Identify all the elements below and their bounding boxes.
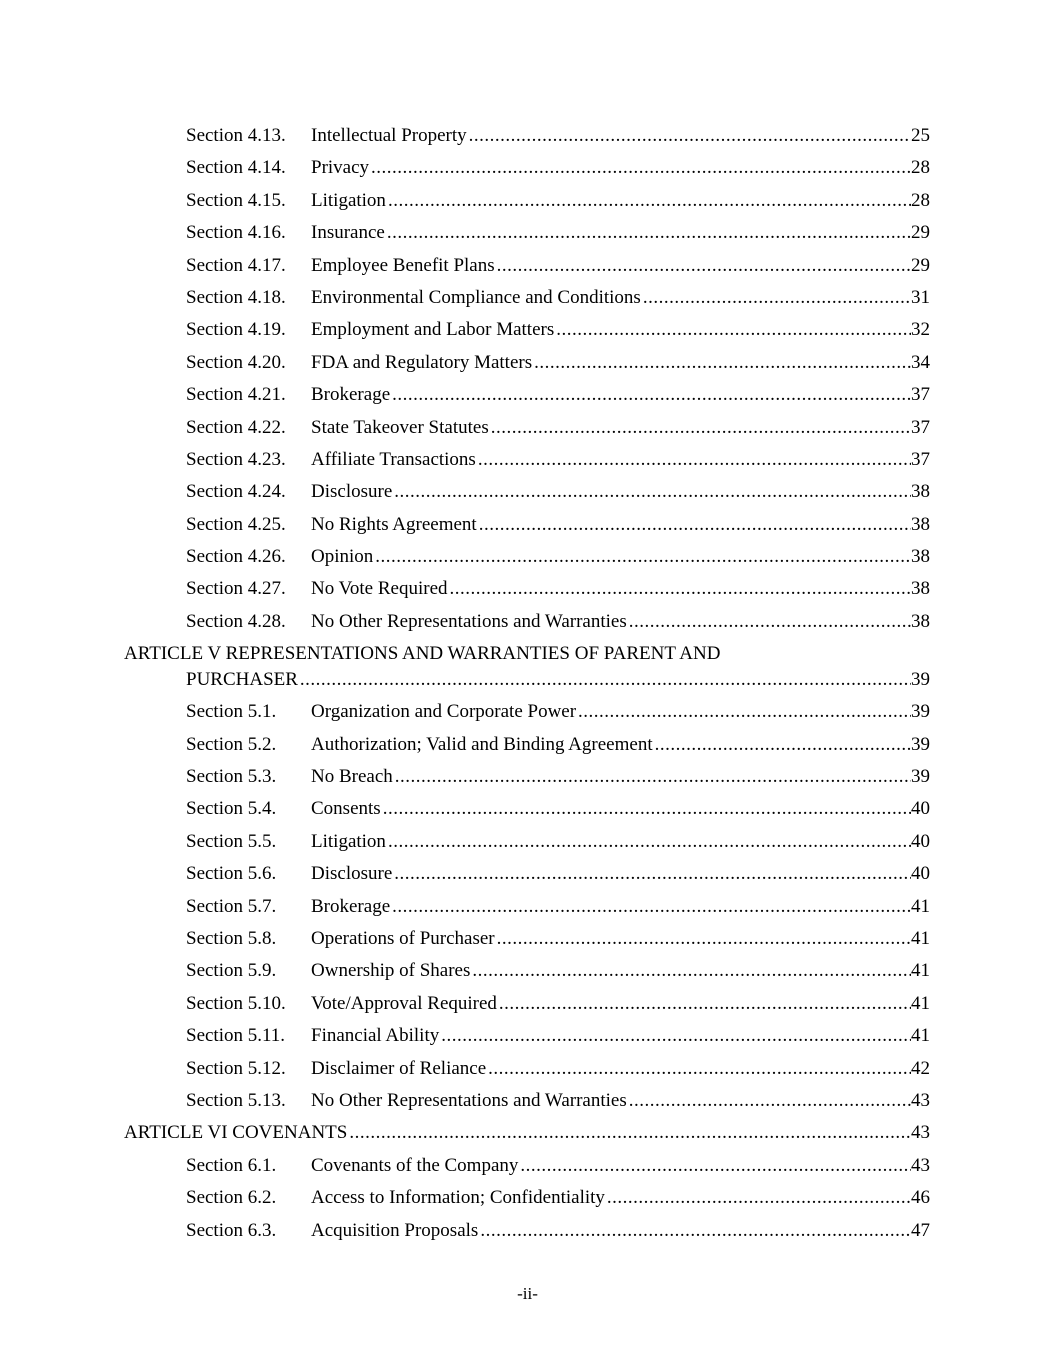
dot-leader [448, 573, 911, 605]
section-page-number: 29 [911, 254, 930, 276]
section-entry [311, 1085, 930, 1117]
toc-entry[interactable] [0, 444, 1055, 476]
section-entry [311, 858, 930, 890]
section-number: Section 5.6. [186, 863, 277, 885]
section-number: Section 4.19. [186, 319, 286, 341]
toc-entry[interactable] [0, 1215, 1055, 1247]
section-number: Section 6.1. [186, 1154, 277, 1176]
section-page-number: 34 [911, 351, 930, 373]
toc-entry[interactable] [0, 696, 1055, 728]
toc-entry[interactable] [0, 476, 1055, 508]
section-page-number: 28 [911, 189, 930, 211]
dot-leader [518, 1150, 911, 1182]
toc-entry[interactable] [0, 185, 1055, 217]
section-page-number: 41 [911, 895, 930, 917]
article-v-title-line2: PURCHASER [186, 664, 298, 696]
dot-leader [392, 858, 911, 890]
section-entry [311, 696, 930, 728]
section-page-number: 46 [911, 1187, 930, 1209]
dot-leader [373, 541, 911, 573]
dot-leader [392, 476, 911, 508]
section-title: Organization and Corporate Power [311, 696, 576, 728]
section-title: Intellectual Property [311, 120, 467, 152]
dot-leader [390, 379, 911, 411]
dot-leader [476, 444, 911, 476]
toc-entry[interactable] [0, 314, 1055, 346]
dot-leader [605, 1182, 911, 1214]
toc-entry[interactable] [0, 1020, 1055, 1052]
section-page-number: 39 [911, 766, 930, 788]
article-v-title-line2-wrap [186, 664, 930, 696]
toc-entry[interactable] [0, 412, 1055, 444]
dot-leader [439, 1020, 911, 1052]
section-page-number: 37 [911, 384, 930, 406]
section-title: Access to Information; Confidentiality [311, 1182, 605, 1214]
toc-entry[interactable] [0, 379, 1055, 411]
section-number: Section 4.26. [186, 546, 286, 568]
section-title: Environmental Compliance and Conditions [311, 282, 641, 314]
dot-leader [627, 606, 911, 638]
toc-entry[interactable] [0, 509, 1055, 541]
section-title: Consents [311, 793, 381, 825]
toc-article-v[interactable] [0, 638, 1055, 696]
section-number: Section 5.11. [186, 1025, 286, 1047]
section-entry [311, 217, 930, 249]
section-number: Section 5.3. [186, 766, 277, 788]
section-number: Section 5.9. [186, 960, 277, 982]
section-number: Section 4.16. [186, 222, 286, 244]
page-number-footer: -ii- [517, 1284, 538, 1303]
section-page-number: 39 [911, 733, 930, 755]
dot-leader [641, 282, 911, 314]
toc-entry[interactable] [0, 923, 1055, 955]
section-entry [311, 347, 930, 379]
toc-entry[interactable] [0, 761, 1055, 793]
section-page-number: 37 [911, 416, 930, 438]
section-number: Section 4.23. [186, 448, 286, 470]
section-number: Section 5.13. [186, 1089, 286, 1111]
section-entry [311, 761, 930, 793]
section-entry [311, 476, 930, 508]
section-entry [311, 606, 930, 638]
section-page-number: 31 [911, 286, 930, 308]
section-title: Insurance [311, 217, 385, 249]
section-title: No Vote Required [311, 573, 448, 605]
section-entry [311, 185, 930, 217]
toc-entry[interactable] [0, 217, 1055, 249]
section-number: Section 4.24. [186, 481, 286, 503]
section-entry [311, 412, 930, 444]
toc-entry[interactable] [0, 955, 1055, 987]
section-title: State Takeover Statutes [311, 412, 489, 444]
section-entry [311, 955, 930, 987]
section-number: Section 6.2. [186, 1187, 277, 1209]
toc-entry[interactable] [0, 988, 1055, 1020]
section-number: Section 4.25. [186, 513, 286, 535]
section-entry [311, 1053, 930, 1085]
toc-group-article-iv-sections [0, 120, 1055, 638]
section-entry [311, 1150, 930, 1182]
section-entry [311, 573, 930, 605]
section-page-number: 42 [911, 1057, 930, 1079]
section-title: Privacy [311, 152, 369, 184]
section-number: Section 5.7. [186, 895, 277, 917]
dot-leader [369, 152, 911, 184]
toc-entry[interactable] [0, 1150, 1055, 1182]
section-number: Section 5.4. [186, 798, 277, 820]
section-number: Section 4.14. [186, 157, 286, 179]
section-entry [311, 826, 930, 858]
article-v-title-line1: ARTICLE V REPRESENTATIONS AND WARRANTIES OF PARENT AND [124, 643, 721, 665]
section-title: FDA and Regulatory Matters [311, 347, 532, 379]
section-number: Section 4.18. [186, 286, 286, 308]
toc-entry[interactable] [0, 729, 1055, 761]
toc-group-article-vi-sections [0, 1150, 1055, 1247]
section-number: Section 6.3. [186, 1219, 277, 1241]
toc-entry[interactable] [0, 858, 1055, 890]
dot-leader [495, 923, 911, 955]
dot-leader [653, 729, 911, 761]
toc-entry[interactable] [0, 891, 1055, 923]
section-title: Litigation [311, 826, 386, 858]
dot-leader [532, 347, 911, 379]
article-vi-entry [124, 1117, 930, 1149]
section-page-number: 40 [911, 863, 930, 885]
toc-entry[interactable] [0, 793, 1055, 825]
toc-entry[interactable] [0, 573, 1055, 605]
section-entry [311, 120, 930, 152]
toc-entry[interactable] [0, 826, 1055, 858]
toc-entry[interactable] [0, 541, 1055, 573]
dot-leader [576, 696, 911, 728]
section-title: Brokerage [311, 379, 390, 411]
article-v-page: 39 [911, 669, 930, 691]
section-entry [311, 729, 930, 761]
section-page-number: 43 [911, 1089, 930, 1111]
dot-leader [393, 761, 911, 793]
section-title: Employment and Labor Matters [311, 314, 554, 346]
toc-entry[interactable] [0, 120, 1055, 152]
section-page-number: 47 [911, 1219, 930, 1241]
dot-leader [554, 314, 911, 346]
section-entry [311, 793, 930, 825]
section-page-number: 40 [911, 798, 930, 820]
section-entry [311, 250, 930, 282]
dot-leader [478, 1215, 911, 1247]
section-title: Authorization; Valid and Binding Agreement [311, 729, 653, 761]
section-number: Section 4.15. [186, 189, 286, 211]
section-title: No Other Representations and Warranties [311, 606, 627, 638]
dot-leader [347, 1117, 911, 1149]
section-title: Disclaimer of Reliance [311, 1053, 486, 1085]
toc-entry[interactable] [0, 606, 1055, 638]
section-number: Section 5.10. [186, 992, 286, 1014]
section-number: Section 4.13. [186, 125, 286, 146]
section-page-number: 38 [911, 578, 930, 600]
section-number: Section 5.8. [186, 927, 277, 949]
section-number: Section 4.17. [186, 254, 286, 276]
section-number: Section 5.2. [186, 733, 277, 755]
section-number: Section 4.27. [186, 578, 286, 600]
dot-leader [385, 217, 911, 249]
section-page-number: 43 [911, 1154, 930, 1176]
section-page-number: 40 [911, 830, 930, 852]
section-entry [311, 1215, 930, 1247]
section-page-number: 41 [911, 960, 930, 982]
dot-leader [627, 1085, 911, 1117]
section-title: Acquisition Proposals [311, 1215, 478, 1247]
dot-leader [386, 826, 911, 858]
section-page-number: 41 [911, 992, 930, 1014]
toc-entry[interactable] [0, 250, 1055, 282]
section-title: No Other Representations and Warranties [311, 1085, 627, 1117]
section-number: Section 5.12. [186, 1057, 286, 1079]
dot-leader [470, 955, 911, 987]
section-page-number: 25 [911, 125, 930, 146]
dot-leader [495, 250, 911, 282]
section-entry [311, 923, 930, 955]
section-page-number: 39 [911, 701, 930, 723]
dot-leader [477, 509, 911, 541]
section-title: Employee Benefit Plans [311, 250, 495, 282]
section-title: Vote/Approval Required [311, 988, 497, 1020]
section-title: No Rights Agreement [311, 509, 477, 541]
section-title: Disclosure [311, 476, 392, 508]
section-entry [311, 1182, 930, 1214]
section-entry [311, 379, 930, 411]
dot-leader [467, 120, 911, 152]
toc-group-article-v-sections [0, 696, 1055, 1117]
article-vi-page: 43 [911, 1122, 930, 1144]
section-number: Section 5.5. [186, 830, 277, 852]
dot-leader [497, 988, 911, 1020]
section-title: Ownership of Shares [311, 955, 470, 987]
section-number: Section 4.20. [186, 351, 286, 373]
section-title: Covenants of the Company [311, 1150, 518, 1182]
dot-leader [381, 793, 911, 825]
section-number: Section 5.1. [186, 701, 277, 723]
dot-leader [486, 1053, 911, 1085]
section-number: Section 4.22. [186, 416, 286, 438]
section-title: Disclosure [311, 858, 392, 890]
section-entry [311, 314, 930, 346]
section-title: No Breach [311, 761, 393, 793]
dot-leader [298, 664, 911, 696]
toc-entry[interactable] [0, 282, 1055, 314]
section-title: Financial Ability [311, 1020, 439, 1052]
toc-entry[interactable] [0, 152, 1055, 184]
section-title: Litigation [311, 185, 386, 217]
section-entry [311, 282, 930, 314]
toc-entry[interactable] [0, 1053, 1055, 1085]
toc-entry[interactable] [0, 1085, 1055, 1117]
section-page-number: 38 [911, 481, 930, 503]
table-of-contents [0, 120, 1055, 1247]
dot-leader [390, 891, 911, 923]
toc-entry[interactable] [0, 347, 1055, 379]
section-page-number: 38 [911, 546, 930, 568]
article-vi-title: ARTICLE VI COVENANTS [124, 1117, 347, 1149]
section-entry [311, 444, 930, 476]
section-entry [311, 1020, 930, 1052]
section-page-number: 38 [911, 513, 930, 535]
toc-entry[interactable] [0, 1182, 1055, 1214]
section-page-number: 28 [911, 157, 930, 179]
section-number: Section 4.21. [186, 384, 286, 406]
section-page-number: 41 [911, 927, 930, 949]
section-entry [311, 891, 930, 923]
section-page-number: 38 [911, 610, 930, 632]
section-entry [311, 509, 930, 541]
dot-leader [386, 185, 911, 217]
section-title: Affiliate Transactions [311, 444, 476, 476]
section-entry [311, 541, 930, 573]
section-page-number: 32 [911, 319, 930, 341]
section-entry [311, 988, 930, 1020]
section-page-number: 29 [911, 222, 930, 244]
section-number: Section 4.28. [186, 610, 286, 632]
section-title: Opinion [311, 541, 373, 573]
section-page-number: 41 [911, 1025, 930, 1047]
section-page-number: 37 [911, 448, 930, 470]
section-title: Operations of Purchaser [311, 923, 495, 955]
toc-article-vi[interactable] [0, 1117, 1055, 1149]
section-entry [311, 152, 930, 184]
dot-leader [489, 412, 911, 444]
section-title: Brokerage [311, 891, 390, 923]
